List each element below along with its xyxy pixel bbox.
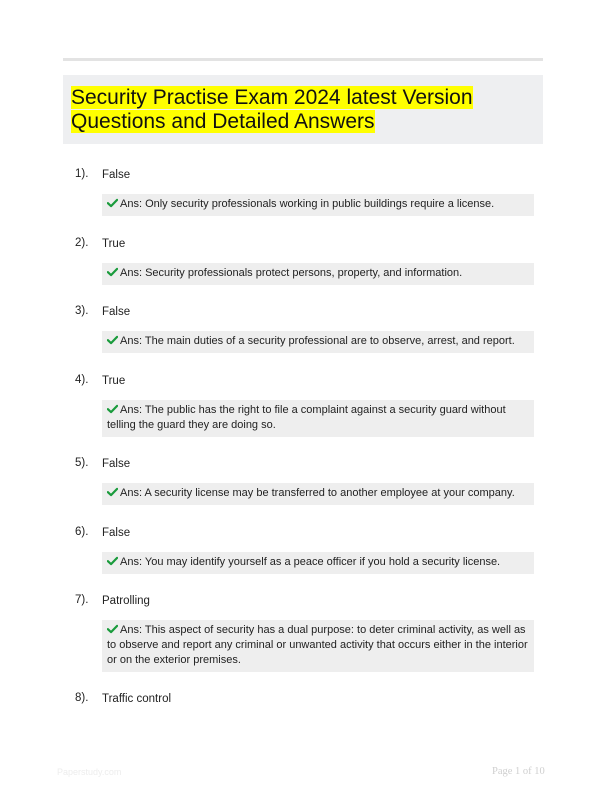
top-divider bbox=[63, 58, 543, 61]
page-title bbox=[71, 86, 541, 134]
check-icon bbox=[107, 404, 118, 414]
footer-watermark: Paperstudy.com bbox=[57, 767, 122, 777]
page-indicator: Page 1 of 10 bbox=[492, 766, 545, 777]
answer-box bbox=[102, 194, 534, 216]
question-number: 2). bbox=[75, 237, 89, 249]
question-number: 1). bbox=[75, 168, 89, 180]
question-number: 4). bbox=[75, 374, 89, 386]
check-icon bbox=[107, 198, 118, 208]
question-number: 5). bbox=[75, 457, 89, 469]
answer-box bbox=[102, 552, 534, 574]
answer-box bbox=[102, 331, 534, 353]
question-text: True bbox=[102, 238, 126, 250]
check-icon bbox=[107, 335, 118, 345]
question-number: 7). bbox=[75, 594, 89, 606]
answer-text: Ans: The public has the right to file a complaint against a security guard without telling the guard they are doing so. bbox=[107, 404, 506, 431]
answer-box bbox=[102, 263, 534, 285]
question-text: False bbox=[102, 169, 131, 181]
question-text: True bbox=[102, 375, 126, 387]
answer-text: Ans: Security professionals protect persons, property, and information. bbox=[120, 267, 463, 279]
title-highlight: Security Practise Exam 2024 latest Version Questions and Detailed Answers bbox=[71, 86, 473, 133]
check-icon bbox=[107, 487, 118, 497]
check-icon bbox=[107, 556, 118, 566]
question-text: False bbox=[102, 458, 131, 470]
answer-text: Ans: Only security professionals working in public buildings require a license. bbox=[120, 198, 495, 210]
question-number: 8). bbox=[75, 692, 89, 704]
check-icon bbox=[107, 267, 118, 277]
question-text: Traffic control bbox=[102, 693, 172, 705]
answer-box bbox=[102, 483, 534, 505]
question-text: False bbox=[102, 527, 131, 539]
answer-text: Ans: This aspect of security has a dual purpose: to deter criminal activity, as well as to observe and report any criminal or unwanted activity that occurs either in the interior or on the exterior premises. bbox=[107, 624, 528, 666]
question-number: 3). bbox=[75, 305, 89, 317]
check-icon bbox=[107, 624, 118, 634]
answer-text: Ans: The main duties of a security professional are to observe, arrest, and report. bbox=[120, 335, 515, 347]
answer-text: Ans: You may identify yourself as a peace officer if you hold a security license. bbox=[120, 556, 501, 568]
answer-box bbox=[102, 620, 534, 672]
question-text: False bbox=[102, 306, 131, 318]
question-number: 6). bbox=[75, 526, 89, 538]
answer-text: Ans: A security license may be transferred to another employee at your company. bbox=[120, 487, 515, 499]
answer-box bbox=[102, 400, 534, 437]
question-text: Patrolling bbox=[102, 595, 150, 607]
